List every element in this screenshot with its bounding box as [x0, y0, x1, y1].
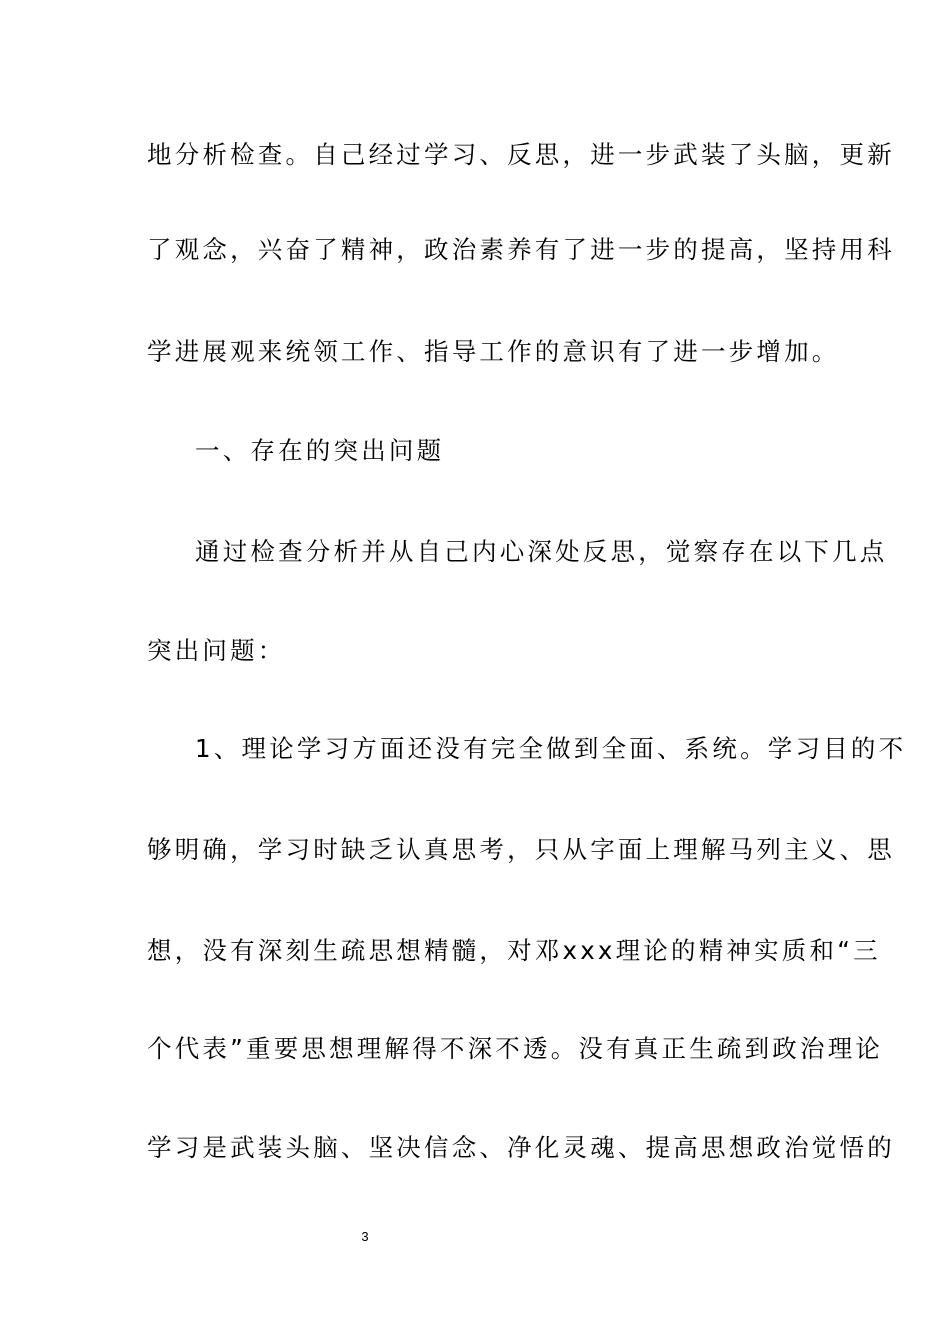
paragraph-2-line-2: 突出问题：	[147, 636, 286, 665]
paragraph-1-line-1: 地分析检查。自己经过学习、反思，进一步武装了头脑，更新	[147, 140, 895, 169]
paragraph-3-line-1: 1、理论学习方面还没有完全做到全面、系统。学习目的不	[195, 734, 907, 763]
paragraph-3-line-2: 够明确，学习时缺乏认真思考，只从字面上理解马列主义、思	[147, 835, 895, 864]
paragraph-3-line-3: 想，没有深刻生疏思想精髓，对邓xxx理论的精神实质和“三	[147, 936, 881, 965]
paragraph-3-line-4: 个代表”重要思想理解得不深不透。没有真正生疏到政治理论	[147, 1034, 884, 1063]
paragraph-3-line-5: 学习是武装头脑、坚决信念、净化灵魂、提高思想政治觉悟的	[147, 1133, 895, 1162]
page-number: 3	[361, 1229, 369, 1244]
paragraph-1-line-3: 学进展观来统领工作、指导工作的意识有了进一步增加。	[147, 337, 840, 366]
paragraph-1-line-2: 了观念，兴奋了精神，政治素养有了进一步的提高，坚持用科	[147, 235, 895, 264]
section-heading: 一、存在的突出问题	[195, 436, 445, 465]
paragraph-2-line-1: 通过检查分析并从自己内心深处反思，觉察存在以下几点	[195, 537, 888, 566]
